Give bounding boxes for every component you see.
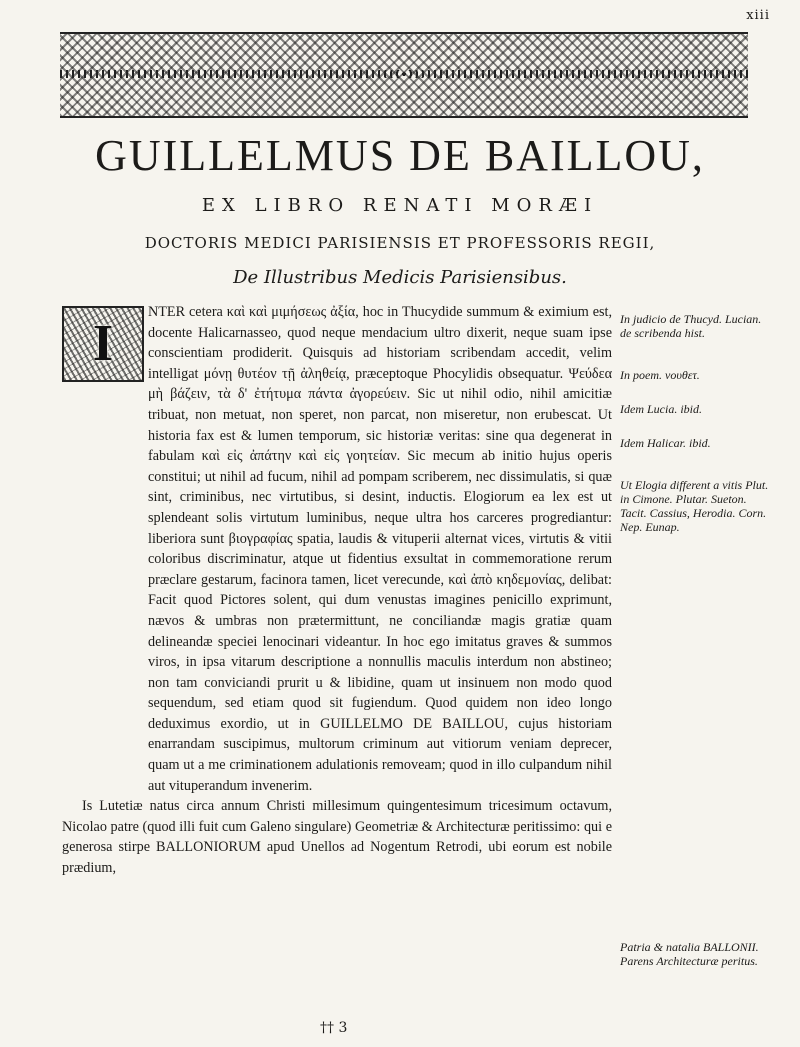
margin-note-3: Idem Lucia. ibid. [620, 402, 702, 416]
page-number: xiii [746, 8, 770, 23]
drop-cap-letter: I [92, 315, 114, 372]
margin-note-4: Idem Halicar. ibid. [620, 436, 711, 450]
subtitle-work: De Illustribus Medicis Parisiensibus. [233, 267, 567, 288]
paragraph-2 [62, 796, 612, 878]
paragraph-2-text: Is Lutetiæ natus circa annum Christi millesimum quingentesimum tricesimum octavum, Nicolao patre (quod illi fuit cum Galeno singulare) Geometriæ & Architecturæ peritissimo: qui e generosa stirpe BALLONIORUM apud Unellos ad Nogentum Retrodi, ubi eorum est nobile prædium, [62, 798, 612, 877]
paragraph-1 [62, 302, 612, 796]
paragraph-1-text: NTER cetera καὶ καὶ μιμήσεως ἀξία, hoc in Thucydide summum & eximium est, docente Halicarnasseo, quod neque mendacium ultro dixerit, neque suam ipse conscientiam prodiderit. Quisquis ad historiam scribendam accedit, velim intelligat μόνῃ θυτέον τῇ ἀληθείᾳ, præceptoque Phocylidis obsequatur. Ψεύδεα μὴ βάζειν, τὰ δ' ἐτήτυμα πάντα ἀγορεύειν. Sic ut nihil odio, nihil amicitiæ tribuat, non metuat, non speret, non parcat, non miseretur, non erubescat. Ut historia fax est & lumen temporum, sic historiæ veritas: sine qua degenerat in fabulam καὶ εἰς ἀπάτην καὶ εἰς γοητείαν. Sic mecum ab initio hujus operis constitui; ut nihil ad fucum, nihil ad pompam scriberem, nec dissimulatis, si quæ sint, criminibus, nec virtutibus, si desint, inductis. Elogiorum ea lex est ut splendeant solis virtutum luminibus, neque ultra hos carceres progrediantur: liberiora sunt βιογραφίας spatia, laudis & vituperii alternat vices, virtutis & vitii coloribus discriminatur, atque ut fidentius exsultat in commemoratione rerum præclare gestarum, facinora tamen, licet verecunde, καὶ ἀπὸ κηδεμονίας, delibat: Facit quod Pictores solent, qui dum venustas imagines penicillo exprimunt, nævos & umbras non prætermittunt, ne conciliandæ magis gratiæ quam delineandæ speciei lenocinari videantur. In hoc ego imitatus graves & summos viros, in ipsa vitarum descriptione a nonnullis maculis interdum non abstineo; non tam conviciandi prurit u & libidine, quam ut insinuem non modo quod sequendum, sed etiam quod sit fugiendum. Quod quidem non ideo longo deduximus exordio, ut in GUILLELMO DE BAILLOU, cujus historiam enarrandam suscipimus, multorum criminum aut vitiorum veniam deprecer, quam ut a me criminationem adulationis removeam; quod in illo culpandum nihil aut vituperandum invenerim. [148, 304, 612, 794]
margin-note-6: Patria & natalia BALLONII. Parens Architecturæ peritus. [620, 940, 759, 968]
subtitle-author: DOCTORIS MEDICI PARISIENSIS ET PROFESSORIS REGII, [144, 234, 656, 252]
header-ornament [60, 32, 748, 118]
page-title: GUILLELMUS DE BAILLOU, [95, 131, 705, 180]
margin-note-2: In poem. νουθετ. [620, 368, 700, 382]
subtitle-source: EX LIBRO RENATI MORÆI [201, 195, 599, 216]
main-text [62, 302, 612, 879]
signature-mark: †† 3 [320, 1020, 348, 1036]
margin-note-1: In judicio de Thucyd. Lucian. de scribenda hist. [620, 312, 762, 340]
margin-note-5: Ut Elogia different a vitis Plut. in Cimone. Plutar. Sueton. Tacit. Cassius, Herodia. Corn. Nep. Eunap. [620, 478, 769, 534]
